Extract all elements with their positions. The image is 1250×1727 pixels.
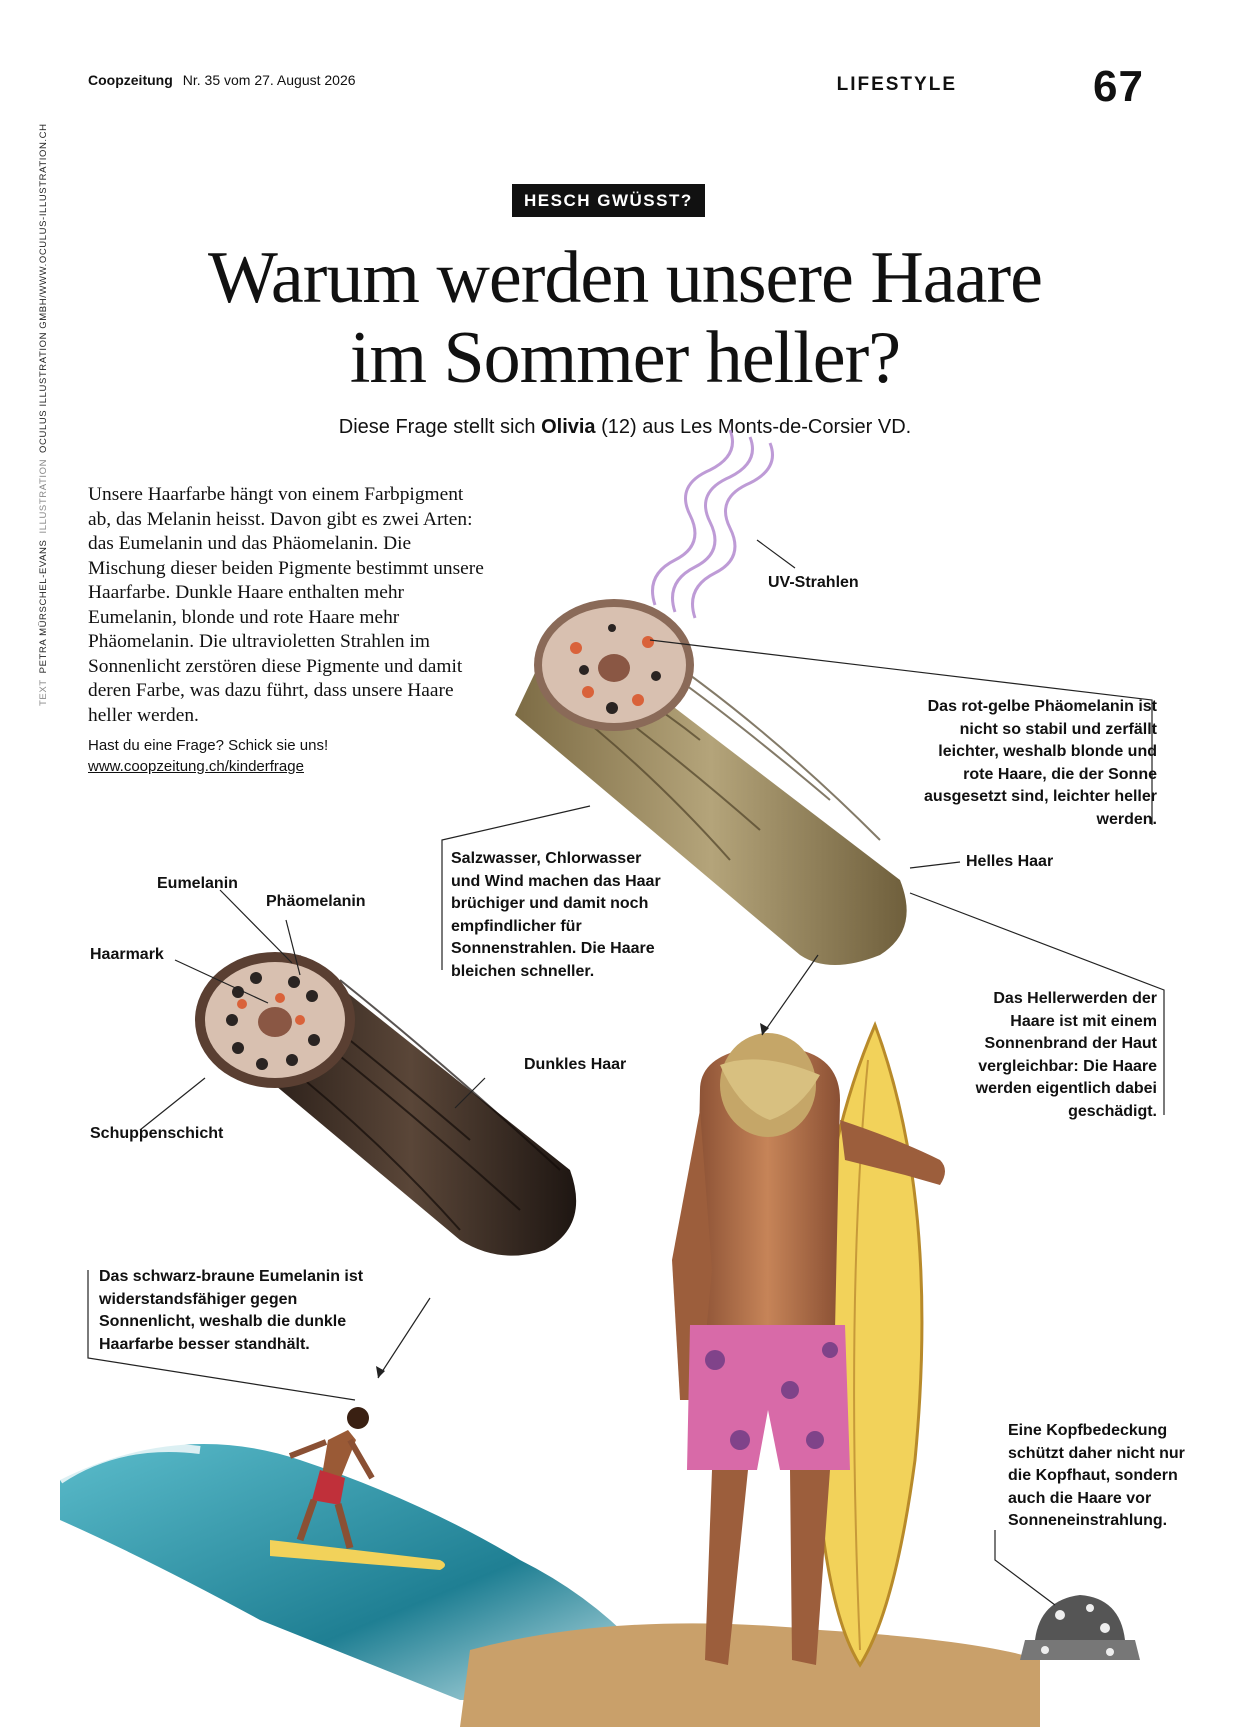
credit-illustration-author: OCULUS ILLUSTRATION GMBH/WWW.OCULUS-ILLUSTRATION.CH xyxy=(38,123,49,453)
label-phaeomelanin: Phäomelanin xyxy=(266,893,366,910)
callout-eumelanin: Das schwarz-braune Eumelanin ist widerstandsfähiger gegen Sonnenlicht, weshalb die dunkle Haarfarbe besser standhält. xyxy=(99,1268,364,1353)
label-dark-hair: Dunkles Haar xyxy=(524,1056,627,1073)
callout-salzwasser: Salzwasser, Chlorwasser und Wind machen das Haar brüchiger und damit noch empfindlicher für Sonnenstrahlen. Die Haare bleichen schneller. xyxy=(451,850,661,980)
standfirst-post: (12) aus Les Monts-de-Corsier VD. xyxy=(601,416,912,438)
body-text: Unsere Haarfarbe hängt von einem Farbpigment ab, das Melanin heisst. Davon gibt es zwei Arten: das Eumelanin und das Phäomelanin. Die Mischung dieser beiden Pigmente bestimmt unsere Haarfarbe. Dunkle Haare enthalten mehr Eumelanin, blonde und rote Haare mehr Phäomelanin. Die ultravioletten Strahlen im Sonnenlicht zerstören diese Pigmente und damit deren Farbe, was dazu führt, dass unsere Haare heller werden. xyxy=(88,484,484,726)
label-light-hair: Helles Haar xyxy=(966,853,1054,870)
headline-line-2: im Sommer heller? xyxy=(349,317,901,399)
kicker-badge: HESCH GWÜSST? xyxy=(512,184,705,217)
standfirst-pre: Diese Frage stellt sich xyxy=(338,416,536,438)
headline-line-1: Warum werden unsere Haare xyxy=(208,237,1042,319)
publication-name: Coopzeitung xyxy=(88,72,173,88)
dark-hair-strand xyxy=(195,952,576,1256)
uv-rays xyxy=(653,430,773,618)
ask-line: Hast du eine Frage? Schick sie uns! xyxy=(88,737,329,754)
credit-text-label: TEXT xyxy=(38,679,49,706)
label-uv: UV-Strahlen xyxy=(768,574,859,591)
label-eumelanin: Eumelanin xyxy=(157,875,238,892)
callout-sonnenbrand: Das Hellerwerden der Haare ist mit einem Sonnenbrand der Haut vergleichbar: Die Haare werden eigentlich dabei geschädigt. xyxy=(975,990,1157,1120)
credit-illustration-label: ILLUSTRATION xyxy=(38,458,49,534)
label-schuppenschicht: Schuppenschicht xyxy=(90,1125,224,1142)
bucket-hat xyxy=(1020,1595,1140,1660)
callout-kopfbedeckung: Eine Kopfbedeckung schützt daher nicht nur die Kopfhaut, sondern auch die Haare vor Sonneneinstrahlung. xyxy=(1008,1422,1185,1529)
sand xyxy=(460,1623,1040,1727)
issue-date: Nr. 35 vom 27. August 2026 xyxy=(182,72,356,88)
kinderfrage-link[interactable]: www.coopzeitung.ch/kinderfrage xyxy=(88,758,304,775)
credit-text-author: PETRA MÜRSCHEL-EVANS xyxy=(38,539,49,674)
standfirst-name: Olivia xyxy=(541,416,596,438)
page-number: 67 xyxy=(1093,62,1144,111)
label-haarmark: Haarmark xyxy=(90,946,164,963)
section-title: LIFESTYLE xyxy=(836,74,957,95)
callout-phaeomelanin: Das rot-gelbe Phäomelanin ist nicht so stabil und zerfällt leichter, weshalb blonde und rote Haare, die der Sonne ausgesetzt sind, leichter heller werden. xyxy=(924,698,1157,828)
